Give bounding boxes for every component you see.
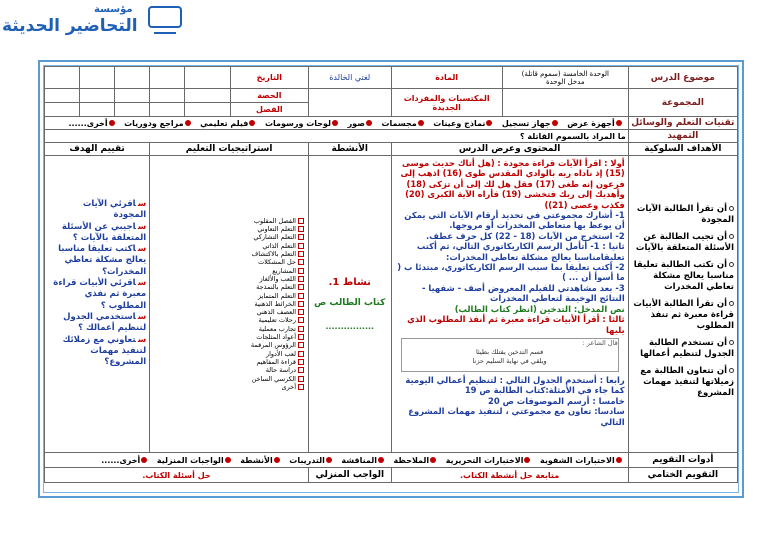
tech-option[interactable]: صور — [348, 119, 373, 128]
radio-icon — [524, 457, 530, 463]
class-cell-5[interactable] — [45, 103, 80, 117]
content-line: نص المدخل: التدخين (انظر كتاب الطالب) — [454, 303, 625, 314]
period-label: الحصة — [230, 89, 308, 103]
checkbox-icon — [298, 309, 304, 315]
tech-option[interactable]: مجسمات — [381, 119, 424, 128]
goal-item: أن تكتب الطالبة تعليقا مناسبا يعالج مشكلة تعاطي المخدرات — [633, 259, 734, 292]
poem-verse: ويلقي في نهاية السليم حزنا — [472, 356, 547, 365]
strategy-item[interactable]: رحلات تعليمية — [152, 316, 304, 324]
activity-text: كتاب الطالب ص — [314, 298, 386, 308]
checkbox-icon — [298, 367, 304, 373]
goal-item: أن تقرأ الطالبة الآيات المجودة — [636, 203, 734, 225]
assess-option[interactable]: الواجبات المنزلية — [157, 456, 232, 465]
strategy-item[interactable]: التعلم بالاكتشاف — [152, 250, 304, 258]
unit-title: الوحدة الخامسة (سموم قاتلة) — [521, 69, 609, 78]
strategy-item[interactable]: قراءة المفاهيم — [152, 358, 304, 366]
radio-icon — [141, 457, 147, 463]
strategy-item[interactable]: المشاريع — [152, 267, 304, 275]
tech-option[interactable]: جهاز تسجيل — [502, 119, 559, 128]
radio-icon — [326, 457, 332, 463]
assess-option[interactable]: الأنشطة — [240, 456, 281, 465]
group-value[interactable] — [502, 89, 628, 117]
strategy-item[interactable]: التعلم الذاتي — [152, 242, 304, 250]
period-cell-4[interactable] — [80, 89, 115, 103]
assessment-cell — [45, 156, 150, 453]
checkbox-icon — [298, 259, 304, 265]
content-line: ثانيا : 1- أتأمل الرسم الكاريكاتوري التالي، ثم أكتب تعليقامناسبا يعالج مشكلة تعاطي المخدرات: — [416, 241, 625, 262]
date-cell-2[interactable] — [150, 67, 185, 89]
col-strategies-header: استراتيجيات التعليم — [150, 143, 309, 156]
poem-verse: فسم التدخين يقتلك بطيئا — [475, 347, 544, 356]
group-label: المجموعة — [628, 89, 737, 117]
tech-label: تقنيات التعلم والوسائل — [628, 117, 737, 130]
date-cell-1[interactable] — [185, 67, 230, 89]
col-goals-header: الأهداف السلوكية — [628, 143, 737, 156]
content-line: 3- بعد مشاهدتي للفيلم المعروض أصف - شفهيا - النتائج الوخيمة لتعاطي المخدرات — [421, 282, 625, 304]
intro-text: ما المراد بالسموم القاتلة ؟ — [45, 130, 629, 143]
strategy-item[interactable]: الفصل المقلوب — [152, 217, 304, 225]
activity-title: نشاط 1. — [328, 277, 371, 288]
radio-icon — [418, 120, 424, 126]
goal-item: أن تستخدم الطالبة الجدول لتنظيم أعمالها — [640, 337, 734, 359]
radio-icon — [332, 120, 338, 126]
subject-value: لغتي الخالدة — [309, 67, 392, 89]
assess-option[interactable]: الاختبارات التحريرية — [446, 456, 532, 465]
circle-bullet-icon — [729, 262, 734, 267]
quran-verses: (هل أتاك حديث موسى (15) إذ ناداه ربه بالوادي المقدس طوى (16) اذهب إلى فرعون إنه طغى (17) فقل هل لك إلى أن تزكى (18) وأهديك إلى ربك فتخشى (19) فأراه الآية الكبرى (20) فكذب وعصى (21)) — [400, 158, 625, 210]
assess-tools-options — [45, 453, 629, 468]
checkbox-icon — [298, 243, 304, 249]
period-cell-2[interactable] — [150, 89, 185, 103]
radio-icon — [185, 120, 191, 126]
class-label: الفصل — [230, 103, 308, 117]
homework-label: الواجب المنزلي — [309, 468, 392, 483]
checkbox-icon — [298, 226, 304, 232]
col-content-header: المحتوى وعرض الدرس — [391, 143, 628, 156]
assess-option[interactable]: المناقشة — [341, 456, 385, 465]
goal-item: أن تتعاون الطالبة مع زميلاتها لتنفيذ مهمات المشروع — [640, 365, 734, 398]
strategy-item[interactable]: الخرائط الذهنية — [152, 300, 304, 308]
strategy-item[interactable]: العصف الذهني — [152, 308, 304, 316]
content-line: أولا : اقرأ الآيات قراءة مجودة : — [497, 158, 625, 168]
assessment-item: ساقرئي الأبيات قراءة معبرة ثم نفذي المطلوب ؟ — [53, 278, 147, 311]
subject-label: المادة — [391, 67, 502, 89]
assessment-item: ساستخدمي الجدول لتنظيم أعمالك ؟ — [63, 311, 147, 334]
radio-icon — [225, 457, 231, 463]
activity-cell — [309, 156, 392, 453]
radio-icon — [616, 120, 622, 126]
unit-entry: مدخل الوحدة — [545, 77, 585, 86]
date-cell-3[interactable] — [115, 67, 150, 89]
checkbox-icon — [298, 268, 304, 274]
checkbox-icon — [298, 276, 304, 282]
content-cell — [391, 156, 628, 453]
assess-option[interactable]: التدريبات — [289, 456, 333, 465]
checkbox-icon — [298, 342, 304, 348]
strategy-item[interactable]: أخرى — [152, 383, 304, 391]
checkbox-icon — [298, 293, 304, 299]
checkbox-icon — [298, 301, 304, 307]
checkbox-icon — [298, 351, 304, 357]
strategy-item[interactable]: دراسة حالة — [152, 366, 304, 374]
goal-item: أن تقرأ الطالبة الأبيات قراءة معبرة ثم تنفذ المطلوب — [633, 298, 734, 331]
class-cell-3[interactable] — [115, 103, 150, 117]
tech-options — [45, 117, 629, 130]
strategy-item[interactable]: التعلم بالنمذجة — [152, 283, 304, 291]
lesson-plan-frame — [38, 60, 744, 498]
lesson-plan-table — [44, 66, 738, 483]
class-cell-2[interactable] — [150, 103, 185, 117]
vocab-label: المكتسبات والمفردات الجديدة — [391, 89, 502, 117]
tech-option[interactable]: أجهزة عرض — [567, 119, 622, 128]
strategy-item[interactable]: حل المشكلات — [152, 258, 304, 266]
strategy-item[interactable]: لعب الأدوار — [152, 350, 304, 358]
radio-icon — [274, 457, 280, 463]
assess-option[interactable]: الملاحظة — [394, 456, 438, 465]
strategy-item[interactable]: أعواد المثلجات — [152, 333, 304, 341]
class-cell-1[interactable] — [185, 103, 230, 117]
radio-icon — [616, 457, 622, 463]
col-assessment-header: تقييم الهدف — [45, 143, 150, 156]
logo-main-text: التحاضير الحديثة — [2, 16, 138, 36]
content-line: 2- استخرج من الآيات (18 - 22) كل حرف عطف. — [425, 230, 625, 241]
strategy-item[interactable]: التعلم التعاوني — [152, 225, 304, 233]
truck-icon — [148, 6, 182, 28]
circle-bullet-icon — [729, 206, 734, 211]
poem-title: قال الشاعر : — [582, 338, 618, 347]
strategy-item[interactable]: التعلم المتمايز — [152, 292, 304, 300]
date-cell-4[interactable] — [80, 67, 115, 89]
tech-option[interactable]: مراجع ودوريات — [124, 119, 191, 128]
tech-option[interactable]: أخرى...... — [69, 119, 116, 128]
homework-value: حل أسئلة الكتاب. — [45, 468, 309, 483]
radio-icon — [366, 120, 372, 126]
checkbox-icon — [298, 234, 304, 240]
checkbox-icon — [298, 359, 304, 365]
col-activities-header: الأنشطة — [309, 143, 392, 156]
checkbox-icon — [298, 334, 304, 340]
intro-label: التمهيد — [628, 130, 737, 143]
lesson-topic-label: موضوع الدرس — [628, 67, 737, 89]
date-label: التاريخ — [230, 67, 308, 89]
checkbox-icon — [298, 326, 304, 332]
period-cell-1[interactable] — [185, 89, 230, 103]
circle-bullet-icon — [729, 368, 734, 373]
checkbox-icon — [298, 218, 304, 224]
vocab-value[interactable] — [309, 89, 392, 117]
content-line: خامسا : أرسم الموصوفات ص 20 — [488, 395, 625, 406]
circle-bullet-icon — [729, 234, 734, 239]
assess-tools-label: أدوات التقويم — [628, 453, 737, 468]
final-eval-label: التقويم الختامي — [628, 468, 737, 483]
tech-option[interactable]: نماذج وعينات — [433, 119, 493, 128]
assess-option[interactable]: أخرى...... — [101, 456, 148, 465]
content-line: ثالثا : أقرأ الأبيات قراءة معبرة ثم أنفذ المطلوب الذي يليها — [407, 314, 625, 335]
radio-icon — [430, 457, 436, 463]
assessment-item: ساكتب تعليقا مناسبا يعالج مشكلة تعاطي المخدرات؟ — [58, 244, 147, 277]
strategy-item[interactable]: اللعب والألغاز — [152, 275, 304, 283]
unit-cell — [502, 67, 628, 89]
final-eval-value: متابعة حل أنشطة الكتاب. — [391, 468, 628, 483]
poem-box — [401, 338, 619, 372]
period-cell-3[interactable] — [115, 89, 150, 103]
content-line: 2- أكتب تعليقا بما سبب الرسم الكاريكاتوري، مبتدئا ب ( ما أسوأ أن ... ) — [397, 262, 625, 283]
assessment-item: ساقرئي الآيات المجودة — [82, 199, 147, 221]
assessment-item: ساجيبي عن الأسئلة المتعلقة بالآيات ؟ — [61, 221, 147, 243]
strategy-item[interactable]: الكرسي الساخن — [152, 375, 304, 383]
brand-logo — [2, 2, 192, 42]
radio-icon — [552, 120, 558, 126]
content-line: سادسا: تعاون مع مجموعتي ، لتنفيذ مهمات المشروع التالي — [408, 406, 625, 427]
period-cell-5[interactable] — [45, 89, 80, 103]
strategy-item[interactable]: الرؤوس المرقمة — [152, 341, 304, 349]
assessment-item: ستعاوني مع زملائك لتنفيذ مهمات المشروع؟ — [62, 334, 147, 368]
radio-icon — [486, 120, 492, 126]
strategy-item[interactable]: تجارب معملية — [152, 325, 304, 333]
lesson-plan-sheet — [43, 65, 739, 493]
activity-dots: ................ — [325, 322, 375, 331]
strategy-item[interactable]: التعلم التشاركي — [152, 233, 304, 241]
logo-top-text: مؤسسة — [94, 4, 133, 15]
goals-cell — [628, 156, 737, 453]
checkbox-icon — [298, 384, 304, 390]
radio-icon — [109, 120, 115, 126]
strategies-cell — [150, 156, 309, 453]
radio-icon — [249, 120, 255, 126]
circle-bullet-icon — [729, 301, 734, 306]
radio-icon — [378, 457, 384, 463]
tech-option[interactable]: فيلم تعليمي — [200, 119, 256, 128]
circle-bullet-icon — [729, 340, 734, 345]
checkbox-icon — [298, 317, 304, 323]
checkbox-icon — [298, 376, 304, 382]
checkbox-icon — [298, 251, 304, 257]
checkbox-icon — [298, 284, 304, 290]
goal-item: أن تجيب الطالبة عن الأسئلة المتعلقة بالآيات — [635, 231, 734, 253]
content-line: رابعا : أستخدم الجدول التالي : لتنظيم أعمالي اليومية كما جاء في الأمثلة:كتاب الطالبة ص 19 — [405, 374, 625, 396]
tech-option[interactable]: لوحات ورسومات — [265, 119, 339, 128]
content-line: 1- أشارك مجموعتي في تحديد أرقام الآيات التي يمكن أن يوعظ بها متعاطي المخدرات أو مروجها. — [404, 210, 625, 231]
assess-option[interactable]: الاختبارات الشفوية — [540, 456, 623, 465]
date-cell-5[interactable] — [45, 67, 80, 89]
class-cell-4[interactable] — [80, 103, 115, 117]
